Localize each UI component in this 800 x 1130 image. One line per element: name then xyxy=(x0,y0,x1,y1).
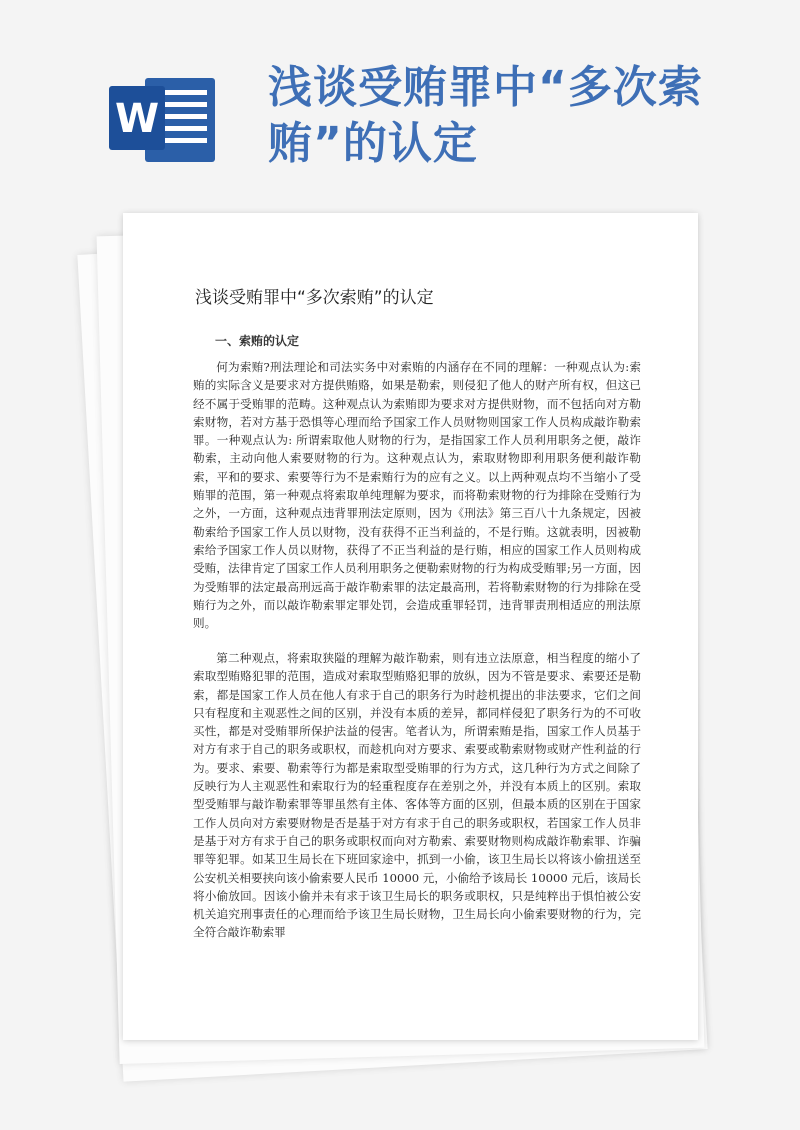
paragraph: 第二种观点，将索取狭隘的理解为敲诈勒索，则有违立法原意，相当程度的缩小了索取型贿赂犯罪的范围，造成对索取型贿赂犯罪的放纵，因为不管是要求、索要还是勒索，都是国家工作人员在他人有求于自己的职务行为时趁机提出的非法要求，它们之间只有程度和主观恶性之间的区别，并没有本质的差异，都同样侵犯了职务行为的不可收买性，都是对受贿罪所保护法益的侵害。笔者认为，所谓索贿是指，国家工作人员基于对方有求于自己的职务或职权，而趁机向对方要求、索要或勒索财物或财产性利益的行为。要求、索要、勒索等行为都是索取型受贿罪的行为方式，这几种行为方式之间除了反映行为人主观恶性和索取行为的轻重程度存在差别之外，并没有本质上的区别。索取型受贿罪与敲诈勒索罪等罪虽然有主体、客体等方面的区别，但最本质的区别在于国家工作人员向对方索要财物是否是基于对方有求于自己的职务或职权，若国家工作人员非是基于对方有求于自己的职务或职权而向对方勒索、索要财物则构成敲诈勒索罪、诈骗罪等犯罪。如某卫生局长在下班回家途中，抓到一小偷，该卫生局长以将该小偷扭送至公安机关相要挟向该小偷索要人民币 10000 元，小偷给予该局长 10000 元后，该局长将小偷放回。因该小偷并未有求于该卫生局长的职务或职权，只是纯粹出于惧怕被公安机关追究刑事责任的心理而给予该卫生局长财物，卫生局长向小偷索要财物的行为，完全符合敲诈勒索罪 xyxy=(193,651,641,940)
word-document-icon xyxy=(107,72,217,168)
document-page xyxy=(123,213,698,1040)
section-heading: 一、索贿的认定 xyxy=(215,334,300,348)
document-title: 浅谈受贿罪中“多次索贿”的认定 xyxy=(195,288,434,308)
body-paragraph-block xyxy=(193,358,641,632)
body-paragraph-block xyxy=(193,649,641,942)
word-icon-letter: W xyxy=(114,96,160,142)
paragraph: 何为索贿?刑法理论和司法实务中对索贿的内涵存在不同的理解：一种观点认为:索贿的实际含义是要求对方提供贿赂，如果是勒索，则侵犯了他人的财产所有权，但这已经不属于受贿罪的范畴。这种观点认为索贿即为要求对方提供财物，而不包括向对方勒索财物，若对方基于恐惧等心理而给予国家工作人员财物则国家工作人员构成敲诈勒索罪。一种观点认为: 所谓索取他人财物的行为，是指国家工作人员利用职务之便，敲诈勒索，主动向他人索要财物的行为。这种观点认为，索取财物即利用职务便利敲诈勒索，平和的要求、索要等行为不是索贿行为的应有之义。以上两种观点均不当缩小了受贿罪的范围，第一种观点将索取单纯理解为要求，而将勒索财物的行为排除在受贿行为之外，一方面，这种观点违背罪刑法定原则，因为《刑法》第三百八十九条规定，因被勒索给予国家工作人员以财物，没有获得不正当利益的，不是行贿。这就表明，因被勒索给予国家工作人员以财物，获得了不正当利益的是行贿，相应的国家工作人员则构成受贿，法律肯定了国家工作人员利用职务之便勒索财物的行为构成受贿罪;另一方面，因为受贿罪的法定最高刑远高于敲诈勒索罪的法定最高刑，若将勒索财物的行为排除在受贿行为之外，而以敲诈勒索罪定罪处罚，会造成重罪轻罚，违背罪责刑相适应的刑法原则。 xyxy=(193,360,641,631)
banner-title: 浅谈受贿罪中“多次索贿”的认定 xyxy=(268,62,703,169)
